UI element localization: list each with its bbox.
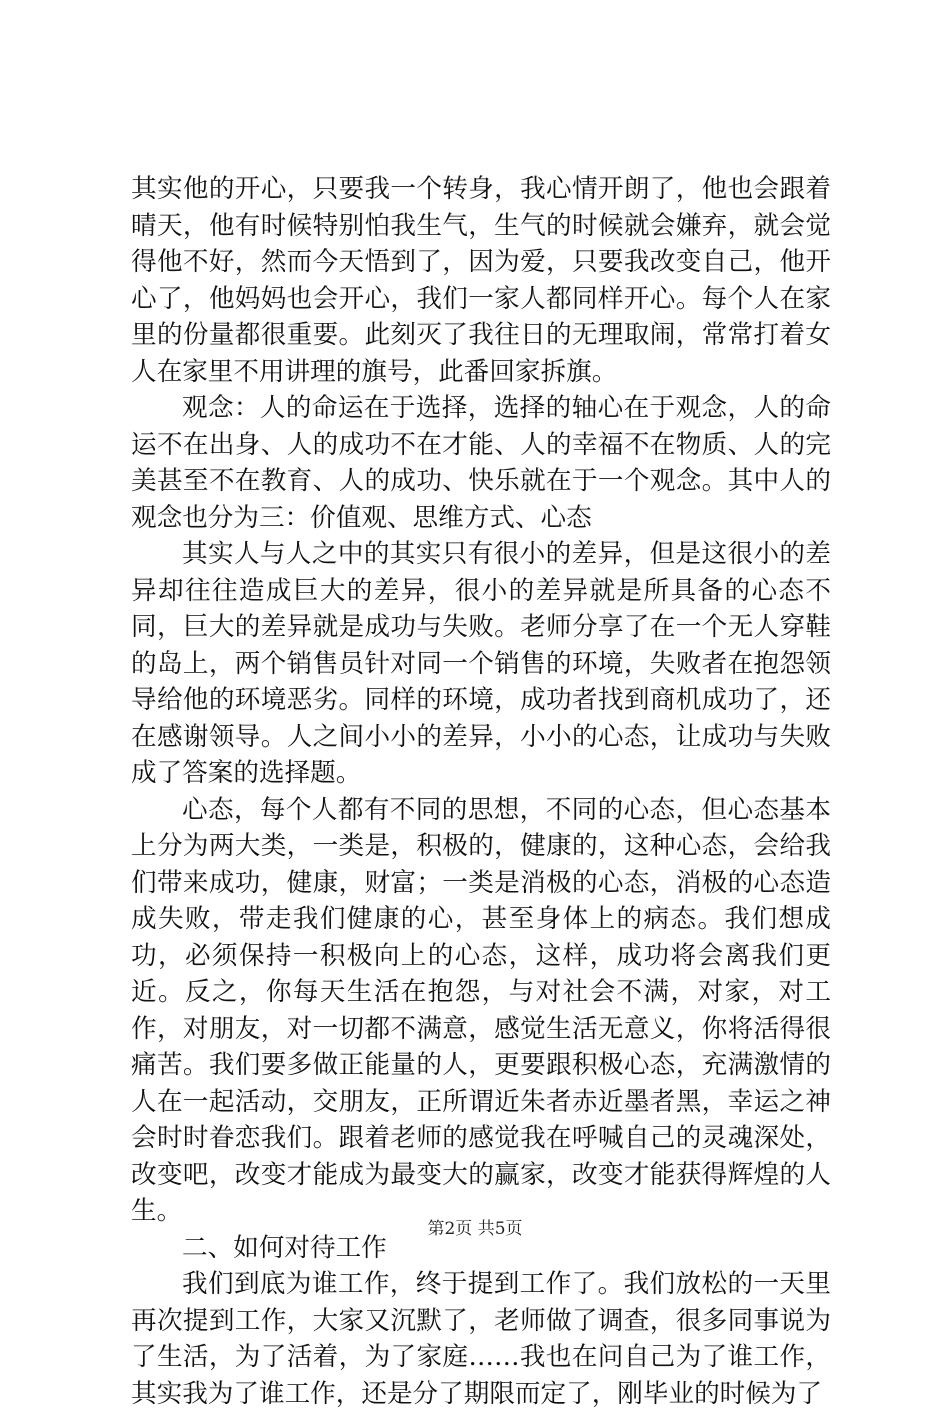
section-heading: 二、如何对待工作 (182, 1232, 387, 1263)
page-number-footer: 第2页 共5页 (427, 1219, 523, 1239)
paragraph-continuation: 其实他的开心，只要我一个转身，我心情开朗了，他也会跟着晴天，他有时候特别怕我生气，生气的时候就会嫌弃，就会觉得他不好，然而今天悟到了，因为爱，只要我改变自己，他开心了，他妈妈也会开心，我们一家人都同样开心。每个人在家里的份量都很重要。此刻灭了我往日的无理取闹，常常打着女人在家里不用讲理的旗号，此番回家拆旗。 (131, 174, 831, 387)
paragraph-work: 我们到底为谁工作，终于提到工作了。我们放松的一天里再次提到工作，大家又沉默了，老师做了调查，很多同事说为了生活，为了活着，为了家庭……我也在问自己为了谁工作，其实我为了谁工作，还是分了期限而定了，刚毕业的时候为了 (131, 1269, 831, 1409)
paragraph-mindset: 心态，每个人都有不同的思想，不同的心态，但心态基本上分为两大类，一类是，积极的，健康的，这种心态，会给我们带来成功，健康，财富；一类是消极的心态，消极的心态造成失败，带走我们健康的心，甚至身体上的病态。我们想成功，必须保持一积极向上的心态，这样，成功将会离我们更近。反之，你每天生活在抱怨，与对社会不满，对家，对工作，对朋友，对一切都不满意，感觉生活无意义，你将活得很痛苦。我们要多做正能量的人，更要跟积极心态，充满激情的人在一起活动，交朋友，正所谓近朱者赤近墨者黑，幸运之神会时时眷恋我们。跟着老师的感觉我在呼喊自己的灵魂深处，改变吧，改变才能成为最变大的赢家，改变才能获得辉煌的人生。 (131, 794, 831, 1226)
paragraph-concept: 观念：人的命运在于选择，选择的轴心在于观念，人的命运不在出身、人的成功不在才能、人的幸福不在物质、人的完美甚至不在教育、人的成功、快乐就在于一个观念。其中人的观念也分为三：价值观、思维方式、心态 (131, 393, 831, 533)
paragraph-difference: 其实人与人之中的其实只有很小的差异，但是这很小的差异却往往造成巨大的差异，很小的差异就是所具备的心态不同，巨大的差异就是成功与失败。老师分享了在一个无人穿鞋的岛上，两个销售员针对同一个销售的环境，失败者在抱怨领导给他的环境恶劣。同样的环境，成功者找到商机成功了，还在感谢领导。人之间小小的差异，小小的心态，让成功与失败成了答案的选择题。 (131, 539, 831, 788)
